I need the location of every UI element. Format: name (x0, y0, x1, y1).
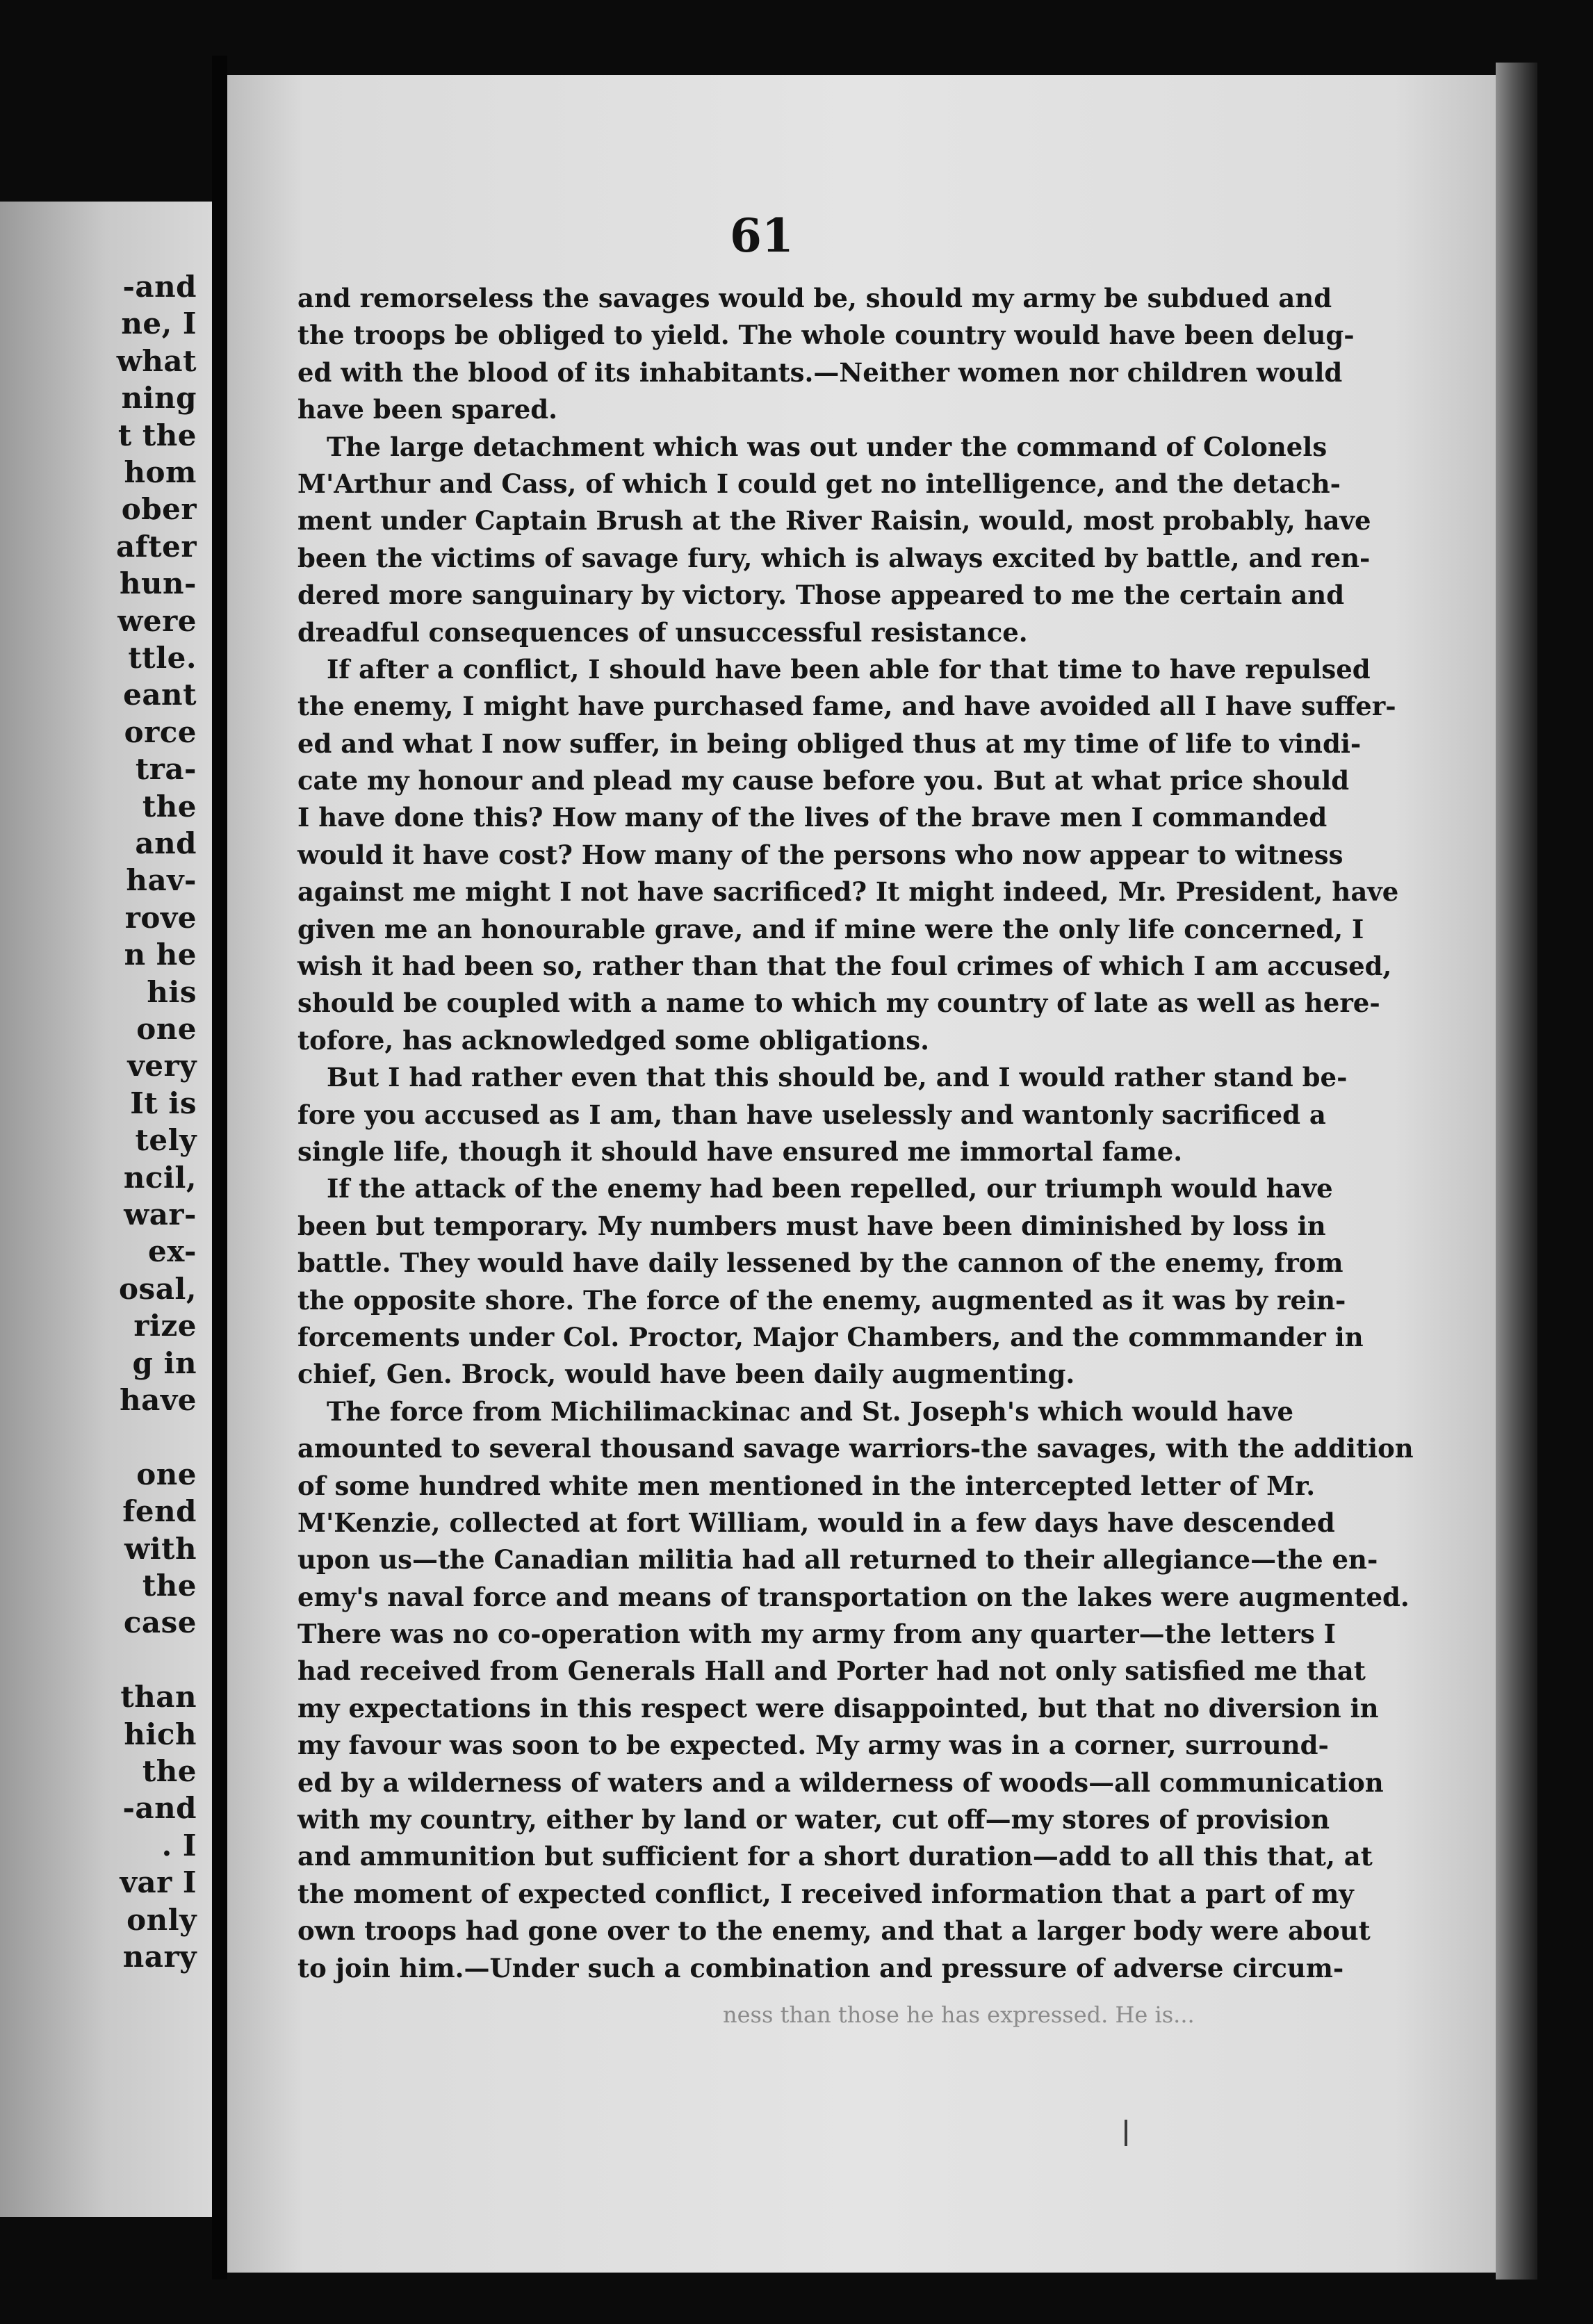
text-line: my expectations in this respect were disappointed, but that no diversion in (297, 1692, 1379, 1724)
left-page-line: were (117, 603, 197, 638)
left-page-line: rove (124, 900, 197, 935)
left-page-line: -and (122, 1791, 197, 1826)
text-line: been but temporary. My numbers must have been diminished by loss in (297, 1210, 1326, 1241)
text-line: the enemy, I might have purchased fame, and have avoided all I have suffer- (297, 691, 1396, 722)
left-page-line: hom (124, 455, 197, 489)
left-page-line: very (127, 1049, 197, 1083)
text-line: M'Kenzie, collected at fort William, would in a few days have descended (297, 1507, 1335, 1538)
text-line: emy's naval force and means of transportation on the lakes were augmented. (297, 1581, 1410, 1612)
text-line: The force from Michilimackinac and St. Joseph's which would have (327, 1396, 1294, 1427)
left-page-line: hav- (126, 863, 197, 898)
left-page-line: have (120, 1383, 197, 1417)
left-page-line: ne, I (121, 306, 197, 341)
left-page-line: osal, (119, 1271, 197, 1306)
left-page-line: the (142, 1754, 197, 1788)
text-line: If the attack of the enemy had been repelled, our triumph would have (327, 1173, 1333, 1204)
text-line: wish it had been so, rather than that the foul crimes of which I am accused, (297, 951, 1392, 982)
left-page-line: hich (124, 1717, 197, 1751)
left-page-line: tra- (135, 752, 197, 787)
left-page-line: n he (124, 938, 197, 972)
text-line: ment under Captain Brush at the River Raisin, would, most probably, have (297, 505, 1371, 537)
left-page-line: tely (135, 1123, 197, 1158)
left-page-line: hun- (119, 566, 197, 601)
text-line: own troops had gone over to the enemy, and that a larger body were about (297, 1915, 1371, 1947)
left-page-fragment (0, 202, 212, 2217)
left-page-line: the (142, 1569, 197, 1603)
text-line: single life, though it should have ensured me immortal fame. (297, 1136, 1183, 1167)
text-line: of some hundred white men mentioned in the intercepted letter of Mr. (297, 1470, 1316, 1501)
text-line: against me might I not have sacrificed? It might indeed, Mr. President, have (297, 876, 1399, 908)
text-line: have been spared. (297, 394, 557, 425)
text-line: upon us—the Canadian militia had all returned to their allegiance—the en- (297, 1544, 1378, 1576)
text-line: But I had rather even that this should be, and I would rather stand be- (327, 1062, 1348, 1093)
text-line: battle. They would have daily lessened by the cannon of the enemy, from (297, 1247, 1343, 1279)
page-edge-shadow (1496, 63, 1537, 2280)
text-line: the troops be obliged to yield. The whole country would have been delug- (297, 320, 1355, 351)
left-page-line: ttle. (128, 641, 197, 675)
left-page-line: ncil, (123, 1160, 197, 1195)
left-page-line: g in (132, 1345, 197, 1380)
left-page-line: ober (121, 492, 197, 527)
text-line: my favour was soon to be expected. My army was in a corner, surround- (297, 1730, 1329, 1761)
left-page-line: -and (122, 270, 197, 304)
text-line: The large detachment which was out under the command of Colonels (327, 431, 1328, 462)
text-line: dered more sanguinary by victory. Those appeared to me the certain and (297, 580, 1345, 611)
text-line: and ammunition but sufficient for a short duration—add to all this that, at (297, 1841, 1373, 1872)
text-line: the opposite shore. The force of the enemy, augmented as it was by rein- (297, 1284, 1346, 1316)
text-line: been the victims of savage fury, which is always excited by battle, and ren- (297, 542, 1371, 573)
left-page-line: than (120, 1680, 197, 1715)
text-line: chief, Gen. Brock, would have been daily augmenting. (297, 1359, 1075, 1390)
left-page-line: what (116, 343, 197, 378)
left-page-line: after (115, 529, 197, 564)
left-page-line: only (126, 1902, 197, 1937)
text-line: I have done this? How many of the lives of the brave men I commanded (297, 802, 1328, 833)
text-line: would it have cost? How many of the persons who now appear to witness (297, 839, 1343, 870)
text-line: had received from Generals Hall and Porter had not only satisfied me that (297, 1655, 1366, 1687)
text-line: There was no co-operation with my army from any quarter—the letters I (297, 1619, 1336, 1650)
text-line: amounted to several thousand savage warriors-the savages, with the addition (297, 1433, 1414, 1464)
print-mark (1125, 2120, 1127, 2146)
left-page-line: nary (122, 1940, 197, 1974)
text-line: given me an honourable grave, and if mine were the only life concerned, I (297, 913, 1364, 944)
left-page-line: case (123, 1605, 197, 1640)
left-page-line: one (136, 1012, 197, 1046)
left-page-line: war- (124, 1197, 197, 1231)
left-page-line: and (135, 826, 197, 860)
page-number: 61 (730, 208, 794, 263)
left-page-line: fend (122, 1494, 197, 1529)
left-page-line: rize (133, 1309, 197, 1343)
text-line: tofore, has acknowledged some obligations. (297, 1024, 929, 1056)
left-page-line: It is (130, 1086, 197, 1120)
text-line: ed and what I now suffer, in being obliged thus at my time of life to vindi- (297, 728, 1362, 759)
text-line: with my country, either by land or water, cut off—my stores of provision (297, 1804, 1330, 1835)
left-page-line: . I (161, 1828, 197, 1863)
left-page-line: var I (120, 1865, 197, 1900)
left-page-line: eant (123, 678, 197, 712)
text-line: and remorseless the savages would be, should my army be subdued and (297, 283, 1332, 313)
left-page-line: orce (124, 714, 197, 749)
text-line: cate my honour and plead my cause before you. But at what price should (297, 765, 1350, 796)
left-page-line: ex- (148, 1234, 197, 1269)
body-text (297, 280, 1414, 1987)
text-line: ed by a wilderness of waters and a wilderness of woods—all communication (297, 1767, 1384, 1798)
text-line: fore you accused as I am, than have uselessly and wantonly sacrificed a (297, 1099, 1326, 1130)
bleed-through-text: ness than those he has expressed. He is... (723, 2002, 1195, 2028)
text-line: dreadful consequences of unsuccessful resistance. (297, 616, 1028, 648)
left-page-line: the (142, 789, 197, 824)
text-line: ed with the blood of its inhabitants.—Neither women nor children would (297, 357, 1343, 388)
text-line: forcements under Col. Proctor, Major Chambers, and the commmander in (297, 1321, 1364, 1352)
left-page-line: ning (121, 381, 197, 416)
text-line: the moment of expected conflict, I received information that a part of my (297, 1878, 1354, 1909)
left-page-line: one (136, 1457, 197, 1491)
text-line: If after a conflict, I should have been able for that time to have repulsed (327, 653, 1371, 685)
left-page-line: t the (117, 418, 197, 452)
text-line: should be coupled with a name to which my country of late as well as here- (297, 988, 1380, 1019)
text-line: to join him.—Under such a combination and pressure of adverse circum- (297, 1952, 1344, 1983)
left-page-line: with (124, 1531, 197, 1566)
book-gutter (212, 56, 227, 2280)
left-page-line: his (147, 974, 197, 1009)
text-line: M'Arthur and Cass, of which I could get no intelligence, and the detach- (297, 468, 1341, 499)
